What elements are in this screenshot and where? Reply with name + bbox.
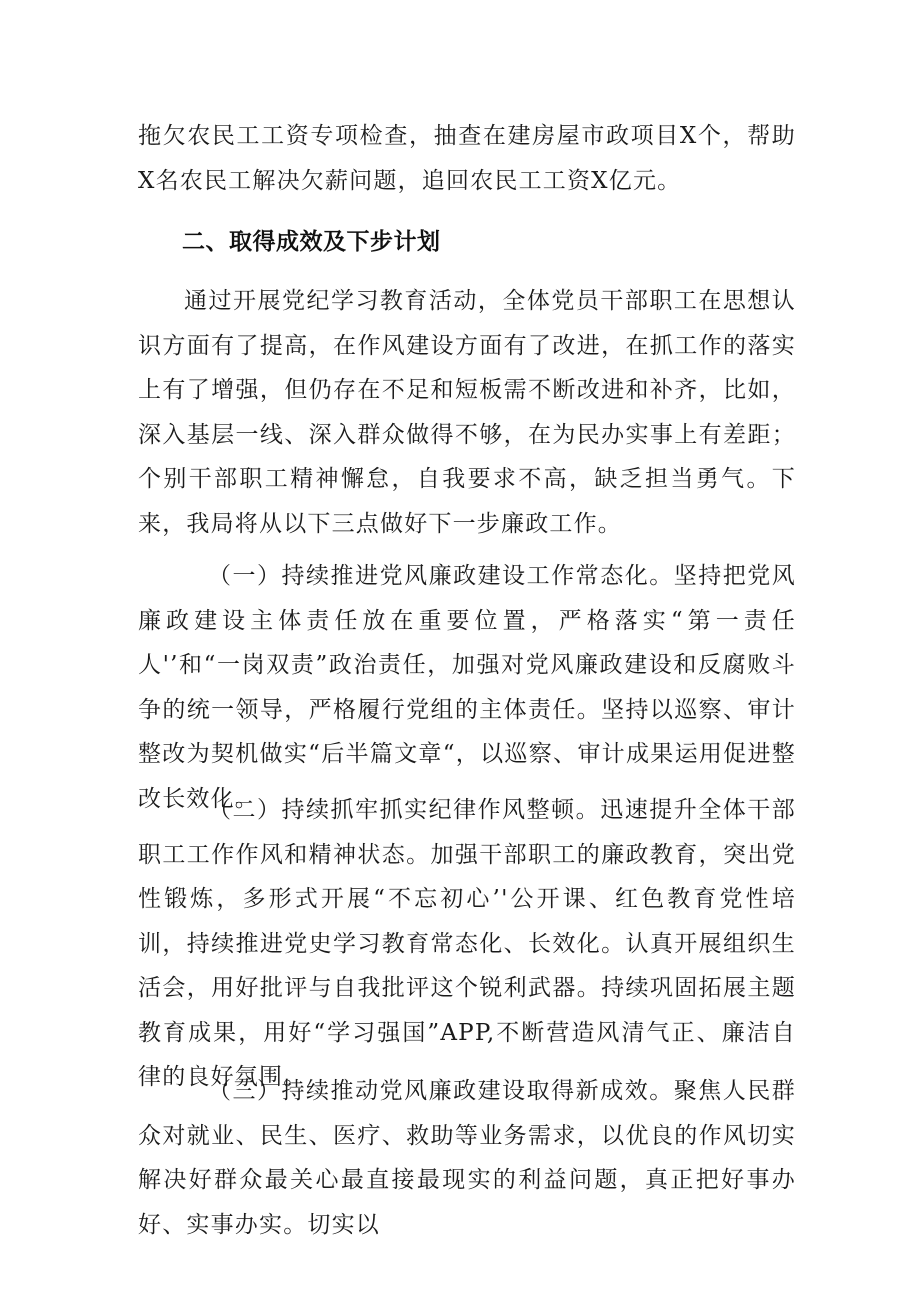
paragraph-item-1: （一）持续推进党风廉政建设工作常态化。坚持把党风廉政建设主体责任放在重要位置，严格落实“第一责任人'’和“一岗双责”政治责任，加强对党风廉政建设和反腐败斗争的统一领导，严格履行党组的主体责任。坚持以巡察、审计整改为契机做实“后半篇文章“，以巡察、审计成果运用促进整改长效化。 [138, 563, 796, 812]
paragraph-summary: 通过开展党纪学习教育活动，全体党员干部职工在思想认识方面有了提高，在作风建设方面有了改进，在抓工作的落实上有了增强，但仍存在不足和短板需不断改进和补齐，比如，深入基层一线、深入群众做得不够，在为民办实事上有差距；个别干部职工精神懈怠，自我要求不高，缺乏担当勇气。下来，我局将从以下三点做好下一步廉政工作。 [138, 288, 796, 537]
section-heading: 二、取得成效及下步计划 [182, 229, 441, 255]
paragraph-item-3: （三）持续推动党风廉政建设取得新成效。聚焦人民群众对就业、民生、医疗、救助等业务需求，以优良的作风切实解决好群众最关心最直接最现实的利益问题，真正把好事办好、实事办实。切实以 [138, 1078, 796, 1238]
paragraph-intro: 拖欠农民工工资专项检查，抽查在建房屋市政项目X个，帮助X名农民工解决欠薪问题，追回农民工工资X亿元。 [138, 123, 796, 194]
paragraph-item-2: （二）持续抓牢抓实纪律作风整顿。迅速提升全体干部职工工作作风和精神状态。加强干部职工的廉政教育，突出党性锻炼，多形式开展“不忘初心’'公开课、红色教育党性培训，持续推进党史学习教育常态化、长效化。认真开展组织生活会，用好批评与自我批评这个锐利武器。持续巩固拓展主题教育成果，用好“学习强国”APP,不断营造风清气正、廉洁自律的良好氛围。 [138, 797, 796, 1090]
